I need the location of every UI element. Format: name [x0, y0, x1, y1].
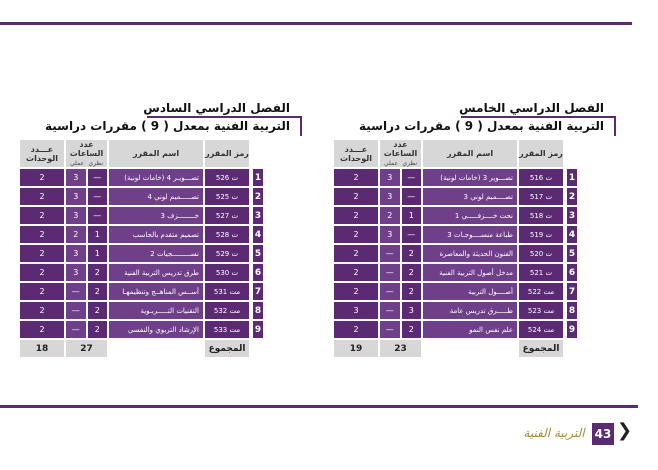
subject-line [332, 117, 622, 135]
course-code-cell: ت 527 [205, 207, 249, 224]
row-index: 9 [251, 321, 263, 338]
practical-cell: 3 [380, 188, 400, 205]
table-row [334, 321, 577, 338]
course-name-cell: طرق تدريس التربية الفنية [109, 264, 203, 281]
code-header: رمز المقرر [519, 140, 563, 167]
theory-label: نظري [402, 160, 417, 167]
total-row [334, 340, 577, 357]
theory-cell: — [88, 188, 108, 205]
course-code-cell: مت 523 [519, 302, 563, 319]
units-header: عـــدد الوحدات [20, 140, 64, 167]
subject-count: 9 [460, 119, 478, 133]
practical-cell: 3 [66, 264, 86, 281]
theory-cell: — [402, 188, 422, 205]
subject-prefix: التربية الفنية بمعدل ( [477, 119, 604, 133]
row-index: 7 [565, 283, 577, 300]
theory-cell: 2 [402, 283, 422, 300]
row-index: 8 [565, 302, 577, 319]
theory-label: نظري [88, 160, 103, 167]
practical-cell: 3 [380, 226, 400, 243]
table-row [20, 321, 263, 338]
course-name-cell: تصـــويـر 4 (خامات لونية) [109, 169, 203, 186]
units-cell: 2 [20, 302, 64, 319]
table-row [20, 226, 263, 243]
subject-prefix: التربية الفنية بمعدل ( [163, 119, 290, 133]
units-cell: 2 [20, 226, 64, 243]
course-code-cell: ت 525 [205, 188, 249, 205]
course-name-cell: الفنون الحديثة والمعاصرة [423, 245, 517, 262]
units-cell: 2 [334, 226, 378, 243]
code-header: رمز المقرر [205, 140, 249, 167]
subject-title [45, 117, 290, 135]
subject-suffix: ) مقررات دراسية [44, 119, 147, 133]
table-row [334, 264, 577, 281]
row-index: 3 [251, 207, 263, 224]
subject-count: 9 [146, 119, 164, 133]
row-index: 1 [251, 169, 263, 186]
semester-6-block [18, 100, 308, 359]
page-number: 43 [592, 423, 614, 445]
course-name-cell: طباعة منســــوجـات 3 [423, 226, 517, 243]
course-code-cell: ت 520 [519, 245, 563, 262]
theory-cell: 2 [88, 302, 108, 319]
total-label: المجموع [205, 340, 249, 357]
course-code-cell: ت 518 [519, 207, 563, 224]
units-cell: 2 [334, 264, 378, 281]
table-row [334, 283, 577, 300]
course-code-cell: ت 519 [519, 226, 563, 243]
practical-cell: 3 [380, 169, 400, 186]
practical-label: عملي [70, 160, 85, 167]
total-hours: 23 [380, 340, 421, 357]
units-cell: 2 [20, 169, 64, 186]
idx-header [251, 140, 263, 167]
table-row [20, 245, 263, 262]
practical-cell: — [380, 245, 400, 262]
name-header: اسم المقرر [423, 140, 517, 167]
course-name-cell: طـــــرق تدريس عامة [423, 302, 517, 319]
top-divider [0, 22, 632, 25]
row-index: 1 [565, 169, 577, 186]
course-code-cell: مت 533 [205, 321, 249, 338]
course-code-cell: ت 526 [205, 169, 249, 186]
course-name-cell: تصــــميم لوني 3 [423, 188, 517, 205]
units-header: عـــدد الوحدات [334, 140, 378, 167]
practical-cell: — [380, 264, 400, 281]
practical-cell: — [380, 321, 400, 338]
subject-title [359, 117, 604, 135]
theory-cell: 2 [402, 245, 422, 262]
row-index: 2 [565, 188, 577, 205]
practical-label: عملي [384, 160, 399, 167]
name-header: اسم المقرر [109, 140, 203, 167]
bottom-divider [0, 405, 638, 408]
table-row [20, 264, 263, 281]
units-cell: 2 [334, 245, 378, 262]
row-index: 4 [251, 226, 263, 243]
total-idx-spacer [251, 340, 263, 357]
courses-table [18, 138, 265, 359]
course-name-cell: نحت خــــزفـــــي 1 [423, 207, 517, 224]
theory-cell: — [402, 169, 422, 186]
course-name-cell: التقنيات التـــــربـوية [109, 302, 203, 319]
units-cell: 2 [20, 245, 64, 262]
chevron-right-icon[interactable]: ❯ [617, 420, 633, 441]
row-index: 5 [565, 245, 577, 262]
units-cell: 2 [334, 188, 378, 205]
row-index: 2 [251, 188, 263, 205]
logo: التربية الفنية [523, 426, 585, 440]
units-cell: 2 [20, 188, 64, 205]
total-label: المجموع [519, 340, 563, 357]
table-row [20, 188, 263, 205]
idx-header [565, 140, 577, 167]
units-cell: 2 [20, 264, 64, 281]
subject-line [18, 117, 308, 135]
total-units: 18 [20, 340, 64, 357]
course-name-cell: تصـــــميم لوني 4 [109, 188, 203, 205]
table-row [20, 283, 263, 300]
theory-cell: 2 [88, 283, 108, 300]
theory-cell: 2 [402, 321, 422, 338]
theory-cell: 2 [88, 264, 108, 281]
course-name-cell: مدخل أصول التربية الفنية [423, 264, 517, 281]
hours-header [66, 140, 107, 167]
course-code-cell: مت 524 [519, 321, 563, 338]
practical-cell: 2 [66, 226, 86, 243]
hours-header [380, 140, 421, 167]
theory-cell: — [88, 169, 108, 186]
semester-title: الفصل الدراسي الخامس [459, 101, 604, 115]
row-index: 7 [251, 283, 263, 300]
theory-cell: — [88, 207, 108, 224]
practical-cell: 3 [66, 169, 86, 186]
units-cell: 2 [20, 283, 64, 300]
course-code-cell: ت 528 [205, 226, 249, 243]
table-row [20, 169, 263, 186]
row-index: 8 [251, 302, 263, 319]
row-index: 5 [251, 245, 263, 262]
course-code-cell: ت 516 [519, 169, 563, 186]
table-row [334, 169, 577, 186]
hours-label: عدد الساعات [69, 140, 104, 158]
total-units: 19 [334, 340, 378, 357]
total-spacer [423, 340, 517, 357]
total-idx-spacer [565, 340, 577, 357]
total-spacer [109, 340, 203, 357]
course-name-cell: الإرشاد التربوي والنفسي [109, 321, 203, 338]
practical-cell: — [66, 283, 86, 300]
units-cell: 2 [20, 207, 64, 224]
units-cell: 2 [334, 169, 378, 186]
practical-cell: — [66, 302, 86, 319]
table-row [334, 188, 577, 205]
subject-suffix: ) مقررات دراسية [358, 119, 461, 133]
practical-cell: — [66, 321, 86, 338]
semester-5-block [332, 100, 622, 359]
row-index: 6 [565, 264, 577, 281]
table-row [20, 207, 263, 224]
frame-line [614, 116, 616, 136]
course-name-cell: أصــــول التربية [423, 283, 517, 300]
table-row [334, 245, 577, 262]
units-cell: 2 [334, 283, 378, 300]
units-cell: 2 [20, 321, 64, 338]
table-row [20, 302, 263, 319]
units-cell: 2 [334, 321, 378, 338]
total-row [20, 340, 263, 357]
table-row [334, 207, 577, 224]
course-name-cell: نســـــــــجيات 2 [109, 245, 203, 262]
practical-cell: — [380, 283, 400, 300]
practical-cell: 2 [380, 207, 400, 224]
course-name-cell: تصـــوير 3 (خامات لونية) [423, 169, 517, 186]
theory-cell: 1 [402, 207, 422, 224]
units-cell: 3 [334, 302, 378, 319]
course-name-cell: علم نفس النمو [423, 321, 517, 338]
practical-cell: 3 [66, 207, 86, 224]
units-cell: 2 [334, 207, 378, 224]
theory-cell: — [402, 226, 422, 243]
practical-cell: — [380, 302, 400, 319]
theory-cell: 1 [88, 245, 108, 262]
row-index: 3 [565, 207, 577, 224]
course-code-cell: مت 532 [205, 302, 249, 319]
course-name-cell: تصميم متقدم بالحاسب [109, 226, 203, 243]
table-row [334, 226, 577, 243]
course-code-cell: مت 522 [519, 283, 563, 300]
theory-cell: 2 [88, 321, 108, 338]
row-index: 6 [251, 264, 263, 281]
practical-cell: 3 [66, 245, 86, 262]
course-code-cell: ت 530 [205, 264, 249, 281]
course-code-cell: مت 531 [205, 283, 249, 300]
courses-table [332, 138, 579, 359]
course-code-cell: ت 529 [205, 245, 249, 262]
practical-cell: 3 [66, 188, 86, 205]
total-hours: 27 [66, 340, 107, 357]
theory-cell: 2 [402, 264, 422, 281]
row-index: 4 [565, 226, 577, 243]
frame-line [300, 116, 302, 136]
hours-label: عدد الساعات [383, 140, 418, 158]
table-row [334, 302, 577, 319]
theory-cell: 1 [88, 226, 108, 243]
course-code-cell: ت 517 [519, 188, 563, 205]
theory-cell: 3 [402, 302, 422, 319]
course-name-cell: أســس المناهــج وتنظيمهـا [109, 283, 203, 300]
row-index: 9 [565, 321, 577, 338]
course-code-cell: ت 521 [519, 264, 563, 281]
semester-title: الفصل الدراسي السادس [143, 101, 290, 115]
course-name-cell: خــــــــزف 3 [109, 207, 203, 224]
